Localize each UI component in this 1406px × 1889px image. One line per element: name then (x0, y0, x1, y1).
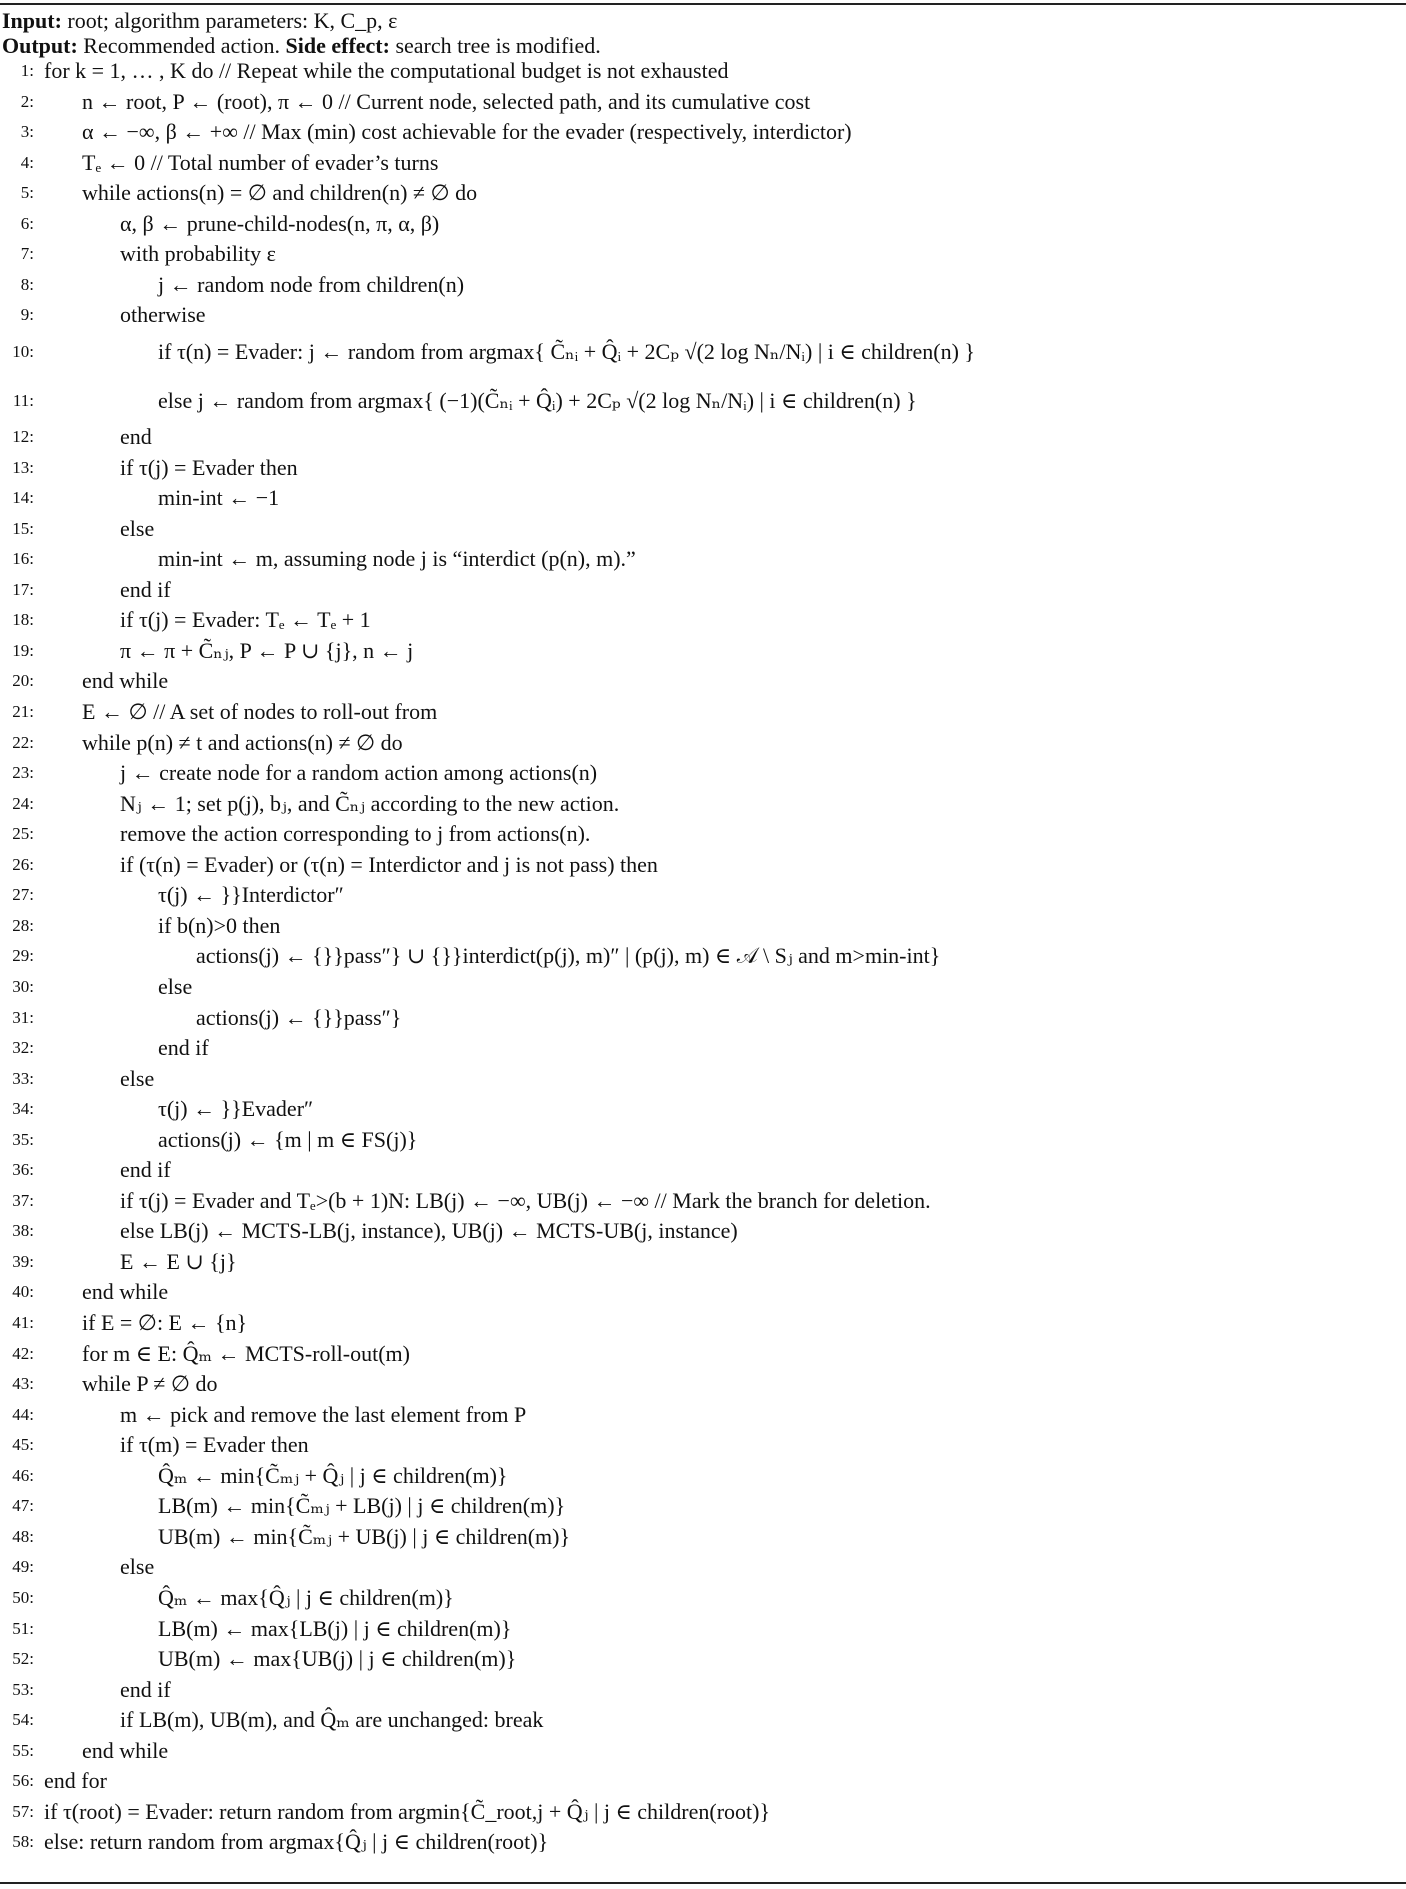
line-code: if τ(j) = Evader: Tₑ ← Tₑ + 1 (120, 607, 371, 633)
line-code: LB(m) ← max{LB(j) | j ∈ children(m)} (158, 1615, 512, 1641)
line-number: 11: (12, 390, 34, 410)
algorithm-line (0, 1554, 1406, 1582)
line-code: end if (120, 576, 171, 602)
algorithm-line (0, 1279, 1406, 1307)
line-code: otherwise (120, 302, 206, 328)
algorithm-line (0, 1738, 1406, 1766)
line-code: if τ(j) = Evader and Tₑ>(b + 1)N: LB(j) ← −∞, UB(j) ← −∞ // Mark the branch for deletion. (120, 1187, 931, 1213)
line-number: 42: (12, 1343, 34, 1363)
line-number: 55: (12, 1740, 34, 1760)
algorithm-line (0, 1463, 1406, 1491)
algorithm-line (0, 1829, 1406, 1857)
line-number: 47: (12, 1496, 34, 1516)
algorithm-line (0, 339, 1406, 367)
line-code: if b(n)>0 then (158, 912, 281, 938)
algorithm-line (0, 699, 1406, 727)
algorithm-line (0, 485, 1406, 513)
line-code: α ← −∞, β ← +∞ // Max (min) cost achievable for the evader (respectively, interdictor) (82, 119, 852, 145)
algorithm-line (0, 1310, 1406, 1338)
line-code: UB(m) ← min{C̃ₘⱼ + UB(j) | j ∈ children(m)} (158, 1523, 571, 1549)
line-code: τ(j) ← }}Interdictor″ (158, 882, 344, 908)
side-effect-text: search tree is modified. (395, 33, 601, 58)
output-text: Recommended action. (83, 33, 281, 58)
line-code: π ← π + C̃ₙⱼ, P ← P ∪ {j}, n ← j (120, 637, 414, 663)
line-number: 37: (12, 1190, 34, 1210)
algorithm-line (0, 730, 1406, 758)
algorithm-line (0, 943, 1406, 971)
algorithm-line (0, 607, 1406, 635)
line-number: 22: (12, 732, 34, 752)
line-number: 8: (20, 274, 34, 294)
algorithm-line (0, 1157, 1406, 1185)
algorithm-line (0, 1524, 1406, 1552)
algorithm-line (0, 760, 1406, 788)
line-number: 43: (12, 1374, 34, 1394)
line-code: while P ≠ ∅ do (82, 1371, 218, 1397)
algorithm-line (0, 913, 1406, 941)
algorithm-line (0, 180, 1406, 208)
line-number: 34: (12, 1099, 34, 1119)
line-code: end if (120, 1157, 171, 1183)
line-code: else j ← random from argmax{ (−1)(C̃ₙᵢ + Q̂ᵢ) + 2Cₚ √(2 log Nₙ/Nᵢ) | i ∈ children(n) } (158, 387, 917, 413)
line-number: 20: (12, 671, 34, 691)
algorithm-line (0, 1341, 1406, 1369)
line-code: n ← root, P ← (root), π ← 0 // Current node, selected path, and its cumulative cost (82, 88, 811, 114)
line-code: else (120, 1065, 155, 1091)
algorithm-line (0, 1005, 1406, 1033)
line-number: 58: (12, 1832, 34, 1852)
line-code: j ← create node for a random action among actions(n) (120, 760, 598, 786)
line-number: 4: (20, 152, 34, 172)
algorithm-line (0, 455, 1406, 483)
line-number: 23: (12, 763, 34, 783)
line-number: 40: (12, 1282, 34, 1302)
line-number: 17: (12, 579, 34, 599)
algorithm-line (0, 1218, 1406, 1246)
algorithm-line (0, 388, 1406, 416)
line-code: if τ(m) = Evader then (120, 1432, 309, 1458)
line-code: end while (82, 1737, 169, 1763)
line-number: 45: (12, 1435, 34, 1455)
line-number: 13: (12, 457, 34, 477)
algorithm-line (0, 119, 1406, 147)
line-number: 7: (20, 244, 34, 264)
algorithm-line (0, 1585, 1406, 1613)
line-number: 24: (12, 793, 34, 813)
line-number: 29: (12, 946, 34, 966)
line-code: j ← random node from children(n) (158, 271, 465, 297)
line-number: 9: (20, 305, 34, 325)
algorithm-line (0, 150, 1406, 178)
line-number: 53: (12, 1679, 34, 1699)
bottom-rule (0, 1882, 1406, 1884)
algorithm-line (0, 791, 1406, 819)
algorithm-line (0, 1096, 1406, 1124)
line-number: 14: (12, 488, 34, 508)
line-code: for m ∈ E: Q̂ₘ ← MCTS-roll-out(m) (82, 1340, 410, 1366)
algorithm-line (0, 1432, 1406, 1460)
algorithm-line (0, 1402, 1406, 1430)
line-number: 16: (12, 549, 34, 569)
line-number: 15: (12, 518, 34, 538)
line-number: 54: (12, 1710, 34, 1730)
line-number: 52: (12, 1649, 34, 1669)
line-code: else: return random from argmax{Q̂ⱼ | j ∈ children(root)} (44, 1829, 549, 1855)
line-code: end while (82, 668, 169, 694)
line-number: 33: (12, 1068, 34, 1088)
algorithm-line (0, 1646, 1406, 1674)
line-number: 51: (12, 1618, 34, 1638)
line-code: Tₑ ← 0 // Total number of evader’s turns (82, 149, 439, 175)
line-code: end if (158, 1035, 209, 1061)
line-code: E ← ∅ // A set of nodes to roll-out from (82, 699, 438, 724)
line-code: if LB(m), UB(m), and Q̂ₘ are unchanged: break (120, 1707, 544, 1733)
line-code: UB(m) ← max{UB(j) | j ∈ children(m)} (158, 1646, 517, 1672)
algorithm-line (0, 241, 1406, 269)
algorithm-line (0, 1707, 1406, 1735)
line-code: Q̂ₘ ← min{C̃ₘⱼ + Q̂ⱼ | j ∈ children(m)} (158, 1462, 508, 1488)
line-number: 18: (12, 610, 34, 630)
algorithm-line (0, 1677, 1406, 1705)
line-code: Nⱼ ← 1; set p(j), bⱼ, and C̃ₙⱼ according to the new action. (120, 790, 620, 816)
algorithm-line (0, 516, 1406, 544)
line-number: 31: (12, 1007, 34, 1027)
algorithm-line (0, 974, 1406, 1002)
algorithm-line (0, 1188, 1406, 1216)
line-code: if (τ(n) = Evader) or (τ(n) = Interdictor and j is not pass) then (120, 851, 658, 877)
line-number: 21: (12, 702, 34, 721)
algorithm-line (0, 638, 1406, 666)
line-code: min-int ← −1 (158, 485, 280, 511)
line-number: 3: (20, 122, 34, 142)
algorithm-line (0, 58, 1406, 86)
line-number: 5: (20, 183, 34, 203)
line-number: 26: (12, 854, 34, 874)
line-code: if E = ∅: E ← {n} (82, 1310, 248, 1335)
algorithm-line (0, 1249, 1406, 1277)
line-number: 10: (12, 341, 34, 361)
line-code: else (158, 973, 193, 999)
line-number: 39: (12, 1251, 34, 1271)
algorithm-line (0, 546, 1406, 574)
algorithm-line (0, 89, 1406, 117)
line-code: while p(n) ≠ t and actions(n) ≠ ∅ do (82, 729, 403, 755)
line-number: 50: (12, 1587, 34, 1607)
algorithm-line (0, 1799, 1406, 1827)
line-code: remove the action corresponding to j from actions(n). (120, 821, 591, 847)
input-line (2, 8, 397, 34)
algorithm-line (0, 1035, 1406, 1063)
algorithm-line (0, 272, 1406, 300)
line-code: else (120, 515, 155, 541)
line-code: with probability ε (120, 241, 276, 267)
line-number: 35: (12, 1129, 34, 1149)
algorithm-line (0, 577, 1406, 605)
line-number: 49: (12, 1557, 34, 1577)
line-number: 25: (12, 824, 34, 844)
line-code: actions(j) ← {}}pass″} ∪ {}}interdict(p(j), m)″ | (p(j), m) ∈ 𝒜 \ Sⱼ and m>min-int} (196, 943, 941, 969)
output-line (2, 33, 601, 59)
line-code: if τ(j) = Evader then (120, 454, 298, 480)
line-code: while actions(n) = ∅ and children(n) ≠ ∅ do (82, 180, 478, 206)
algorithm-line (0, 1768, 1406, 1796)
line-code: end if (120, 1676, 171, 1702)
line-number: 48: (12, 1526, 34, 1546)
algorithm-line (0, 1493, 1406, 1521)
line-number: 38: (12, 1221, 34, 1241)
line-code: if τ(n) = Evader: j ← random from argmax{ C̃ₙᵢ + Q̂ᵢ + 2Cₚ √(2 log Nₙ/Nᵢ) | i ∈ children(n) } (158, 338, 975, 364)
line-number: 36: (12, 1160, 34, 1180)
side-effect-label: Side effect: (285, 33, 390, 58)
line-code: τ(j) ← }}Evader″ (158, 1096, 314, 1122)
line-code: Q̂ₘ ← max{Q̂ⱼ | j ∈ children(m)} (158, 1584, 454, 1610)
line-code: for k = 1, … , K do // Repeat while the computational budget is not exhausted (44, 58, 729, 83)
line-code: E ← E ∪ {j} (120, 1248, 237, 1274)
line-number: 32: (12, 1038, 34, 1058)
line-code: if τ(root) = Evader: return random from argmin{C̃_root,j + Q̂ⱼ | j ∈ children(root)} (44, 1798, 771, 1824)
algorithm-line (0, 1066, 1406, 1094)
line-code: end (120, 424, 152, 450)
algorithm-line (0, 882, 1406, 910)
line-number: 56: (12, 1771, 34, 1791)
line-code: actions(j) ← {}}pass″} (196, 1004, 402, 1030)
line-code: actions(j) ← {m | m ∈ FS(j)} (158, 1126, 418, 1152)
algorithm-line (0, 821, 1406, 849)
algorithm-line (0, 852, 1406, 880)
algorithm-line (0, 1371, 1406, 1399)
line-code: end while (82, 1279, 169, 1305)
line-number: 57: (12, 1801, 34, 1821)
algorithm-line (0, 424, 1406, 452)
input-label: Input: (2, 8, 62, 33)
line-code: min-int ← m, assuming node j is “interdict (p(n), m).” (158, 546, 636, 572)
line-number: 1: (20, 61, 34, 80)
line-number: 2: (20, 91, 34, 111)
algorithm-line (0, 668, 1406, 696)
algorithm-line (0, 211, 1406, 239)
line-number: 30: (12, 976, 34, 996)
output-label: Output: (2, 33, 78, 58)
input-text: root; algorithm parameters: K, C_p, ε (67, 8, 398, 33)
line-number: 44: (12, 1404, 34, 1424)
algorithm-line (0, 1616, 1406, 1644)
line-code: end for (44, 1768, 107, 1794)
line-number: 6: (20, 213, 34, 233)
algorithm-line (0, 1127, 1406, 1155)
algorithm-line (0, 302, 1406, 330)
line-code: else (120, 1554, 155, 1580)
line-code: m ← pick and remove the last element from P (120, 1401, 527, 1427)
line-number: 19: (12, 640, 34, 660)
line-number: 28: (12, 915, 34, 935)
line-code: LB(m) ← min{C̃ₘⱼ + LB(j) | j ∈ children(m)} (158, 1493, 566, 1519)
line-number: 46: (12, 1465, 34, 1485)
line-number: 27: (12, 885, 34, 905)
line-code: α, β ← prune-child-nodes(n, π, α, β) (120, 210, 440, 236)
top-rule (0, 3, 1406, 5)
line-number: 41: (12, 1313, 34, 1332)
line-code: else LB(j) ← MCTS-LB(j, instance), UB(j) ← MCTS-UB(j, instance) (120, 1218, 738, 1244)
line-number: 12: (12, 427, 34, 447)
